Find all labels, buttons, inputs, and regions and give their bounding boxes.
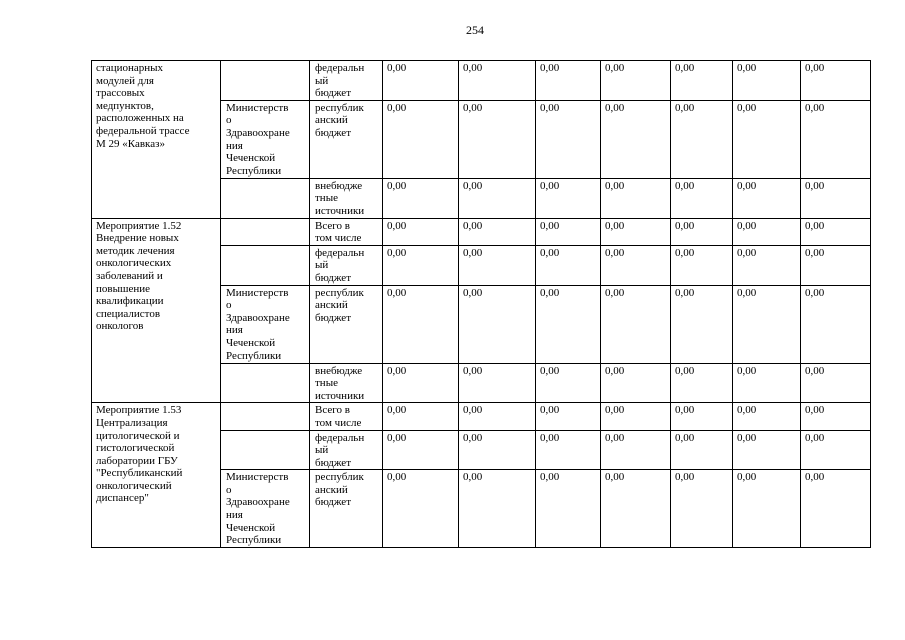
activity-cell: Мероприятие 1.53 Централизация цитологической и гистологической лаборатории ГБУ "Республиканский онкологический диспансер" — [92, 403, 221, 548]
source-cell: федеральн ый бюджет — [310, 245, 383, 285]
value-cell: 0,00 — [601, 61, 671, 101]
source-cell: федеральн ый бюджет — [310, 61, 383, 101]
value-cell: 0,00 — [536, 61, 601, 101]
value-cell: 0,00 — [601, 285, 671, 363]
value-cell: 0,00 — [801, 61, 871, 101]
value-cell: 0,00 — [459, 430, 536, 470]
executor-cell: Министерств о Здравоохране ния Чеченской Республики — [221, 100, 310, 178]
page-number: 254 — [466, 23, 484, 37]
value-cell: 0,00 — [536, 218, 601, 245]
executor-cell — [221, 403, 310, 430]
value-cell: 0,00 — [459, 218, 536, 245]
value-cell: 0,00 — [383, 470, 459, 548]
value-cell: 0,00 — [459, 470, 536, 548]
executor-cell: Министерств о Здравоохране ния Чеченской Республики — [221, 470, 310, 548]
value-cell: 0,00 — [801, 403, 871, 430]
value-cell: 0,00 — [733, 285, 801, 363]
table-row — [92, 61, 871, 101]
source-cell: Всего в том числе — [310, 218, 383, 245]
value-cell: 0,00 — [459, 363, 536, 403]
value-cell: 0,00 — [601, 403, 671, 430]
value-cell: 0,00 — [671, 61, 733, 101]
value-cell: 0,00 — [671, 363, 733, 403]
value-cell: 0,00 — [536, 363, 601, 403]
value-cell: 0,00 — [601, 430, 671, 470]
value-cell: 0,00 — [801, 100, 871, 178]
activity-cell: стационарных модулей для трассовых медпунктов, расположенных на федеральной трассе М 29 «Кавказ» — [92, 61, 221, 219]
source-cell: республик анский бюджет — [310, 285, 383, 363]
value-cell: 0,00 — [383, 430, 459, 470]
value-cell: 0,00 — [801, 218, 871, 245]
value-cell: 0,00 — [671, 100, 733, 178]
value-cell: 0,00 — [801, 430, 871, 470]
value-cell: 0,00 — [383, 403, 459, 430]
value-cell: 0,00 — [733, 470, 801, 548]
value-cell: 0,00 — [801, 363, 871, 403]
value-cell: 0,00 — [671, 285, 733, 363]
value-cell: 0,00 — [801, 285, 871, 363]
value-cell: 0,00 — [459, 178, 536, 218]
value-cell: 0,00 — [536, 403, 601, 430]
value-cell: 0,00 — [671, 218, 733, 245]
source-cell: федеральн ый бюджет — [310, 430, 383, 470]
budget-table — [91, 60, 871, 548]
executor-cell — [221, 363, 310, 403]
executor-cell — [221, 218, 310, 245]
value-cell: 0,00 — [671, 403, 733, 430]
value-cell: 0,00 — [671, 430, 733, 470]
source-cell: Всего в том числе — [310, 403, 383, 430]
value-cell: 0,00 — [536, 100, 601, 178]
value-cell: 0,00 — [383, 100, 459, 178]
source-cell: внебюдже тные источники — [310, 178, 383, 218]
value-cell: 0,00 — [801, 178, 871, 218]
source-cell: республик анский бюджет — [310, 470, 383, 548]
value-cell: 0,00 — [801, 470, 871, 548]
value-cell: 0,00 — [383, 218, 459, 245]
value-cell: 0,00 — [733, 100, 801, 178]
value-cell: 0,00 — [601, 100, 671, 178]
value-cell: 0,00 — [801, 245, 871, 285]
executor-cell: Министерств о Здравоохране ния Чеченской Республики — [221, 285, 310, 363]
value-cell: 0,00 — [601, 363, 671, 403]
value-cell: 0,00 — [601, 470, 671, 548]
value-cell: 0,00 — [733, 178, 801, 218]
value-cell: 0,00 — [459, 100, 536, 178]
table-row — [92, 403, 871, 430]
value-cell: 0,00 — [733, 218, 801, 245]
source-cell: внебюдже тные источники — [310, 363, 383, 403]
value-cell: 0,00 — [733, 430, 801, 470]
value-cell: 0,00 — [733, 363, 801, 403]
value-cell: 0,00 — [536, 470, 601, 548]
value-cell: 0,00 — [383, 178, 459, 218]
value-cell: 0,00 — [536, 245, 601, 285]
table-row — [92, 218, 871, 245]
value-cell: 0,00 — [601, 218, 671, 245]
value-cell: 0,00 — [601, 245, 671, 285]
value-cell: 0,00 — [671, 178, 733, 218]
value-cell: 0,00 — [459, 403, 536, 430]
value-cell: 0,00 — [601, 178, 671, 218]
value-cell: 0,00 — [733, 403, 801, 430]
executor-cell — [221, 430, 310, 470]
source-cell: республик анский бюджет — [310, 100, 383, 178]
value-cell: 0,00 — [733, 61, 801, 101]
value-cell: 0,00 — [671, 245, 733, 285]
value-cell: 0,00 — [536, 285, 601, 363]
executor-cell — [221, 245, 310, 285]
value-cell: 0,00 — [459, 61, 536, 101]
value-cell: 0,00 — [383, 285, 459, 363]
value-cell: 0,00 — [383, 245, 459, 285]
value-cell: 0,00 — [459, 245, 536, 285]
value-cell: 0,00 — [536, 430, 601, 470]
value-cell: 0,00 — [536, 178, 601, 218]
value-cell: 0,00 — [671, 470, 733, 548]
executor-cell — [221, 178, 310, 218]
value-cell: 0,00 — [383, 61, 459, 101]
value-cell: 0,00 — [459, 285, 536, 363]
activity-cell: Мероприятие 1.52 Внедрение новых методик лечения онкологических заболеваний и повышение квалификации специалистов онкологов — [92, 218, 221, 403]
executor-cell — [221, 61, 310, 101]
value-cell: 0,00 — [383, 363, 459, 403]
value-cell: 0,00 — [733, 245, 801, 285]
